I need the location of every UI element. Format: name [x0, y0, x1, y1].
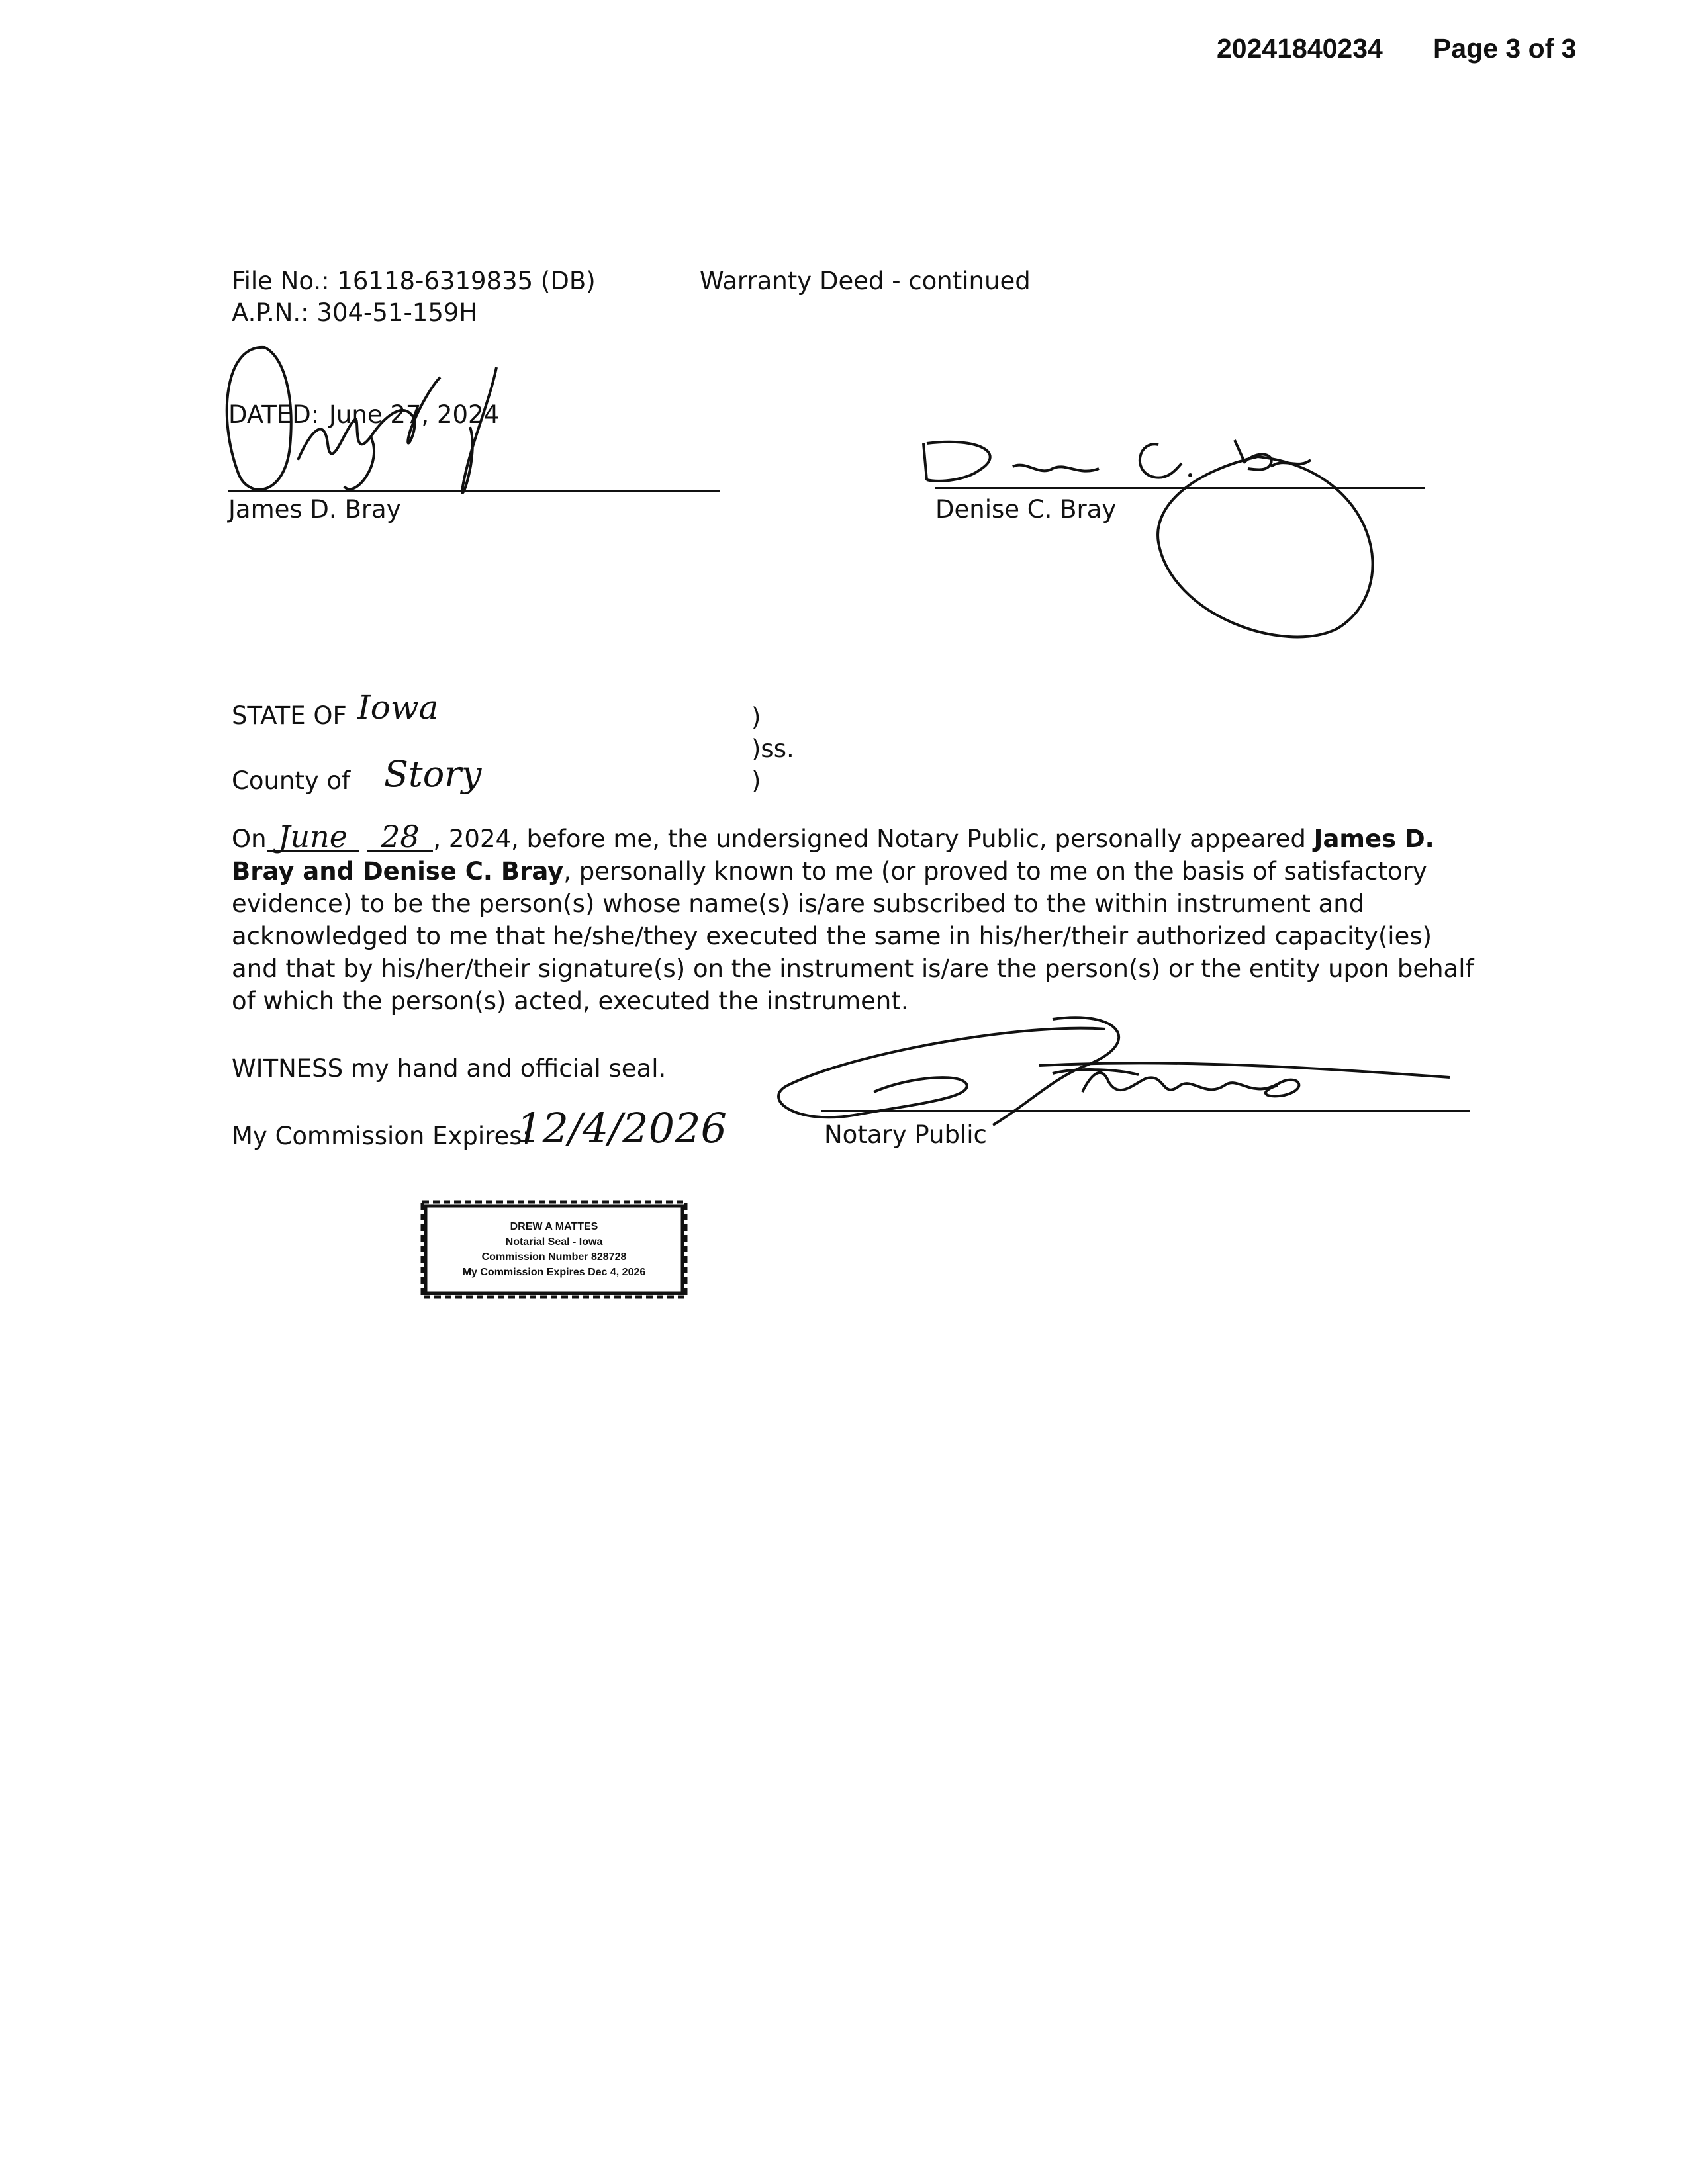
- document-title: Warranty Deed - continued: [700, 267, 1031, 295]
- state-label: STATE OF: [232, 702, 347, 730]
- ack-on: On: [232, 825, 267, 853]
- document-number: 20241840234: [1217, 33, 1383, 64]
- seal-line-expiry: My Commission Expires Dec 4, 2026: [462, 1267, 646, 1278]
- signature-notary-drawing: [774, 1006, 1456, 1152]
- commission-label: My Commission Expires:: [232, 1122, 531, 1150]
- ack-year-text: , 2024, before me, the undersigned Notary Public, personally appeared: [433, 825, 1306, 853]
- signature-james-drawing: [212, 331, 503, 516]
- file-number: File No.: 16118-6319835 (DB): [232, 267, 596, 295]
- witness-statement: WITNESS my hand and official seal.: [232, 1054, 667, 1083]
- acknowledgment-paragraph: [232, 819, 1483, 1017]
- notarial-seal-stamp: [422, 1199, 686, 1300]
- dated-value: June 27, 2024: [329, 400, 500, 429]
- seal-line-state: Notarial Seal - Iowa: [505, 1236, 603, 1248]
- venue-paren-top: ): [751, 703, 761, 731]
- ack-day: 28: [367, 823, 433, 852]
- signature-denise-drawing: [914, 430, 1417, 655]
- apn-number: A.P.N.: 304-51-159H: [232, 298, 478, 327]
- dated-label: DATED:: [228, 400, 320, 429]
- ack-body: , personally known to me (or proved to me on the basis of satisfactory evidence) to be the person(s) whose name(s) is/are subscribed to the within instrument and acknowledged to me that he/she/they executed the same in his/her/their authorized capacity(ies) and that by his/her/their signature(s) on the instrument is/are the person(s) or the entity upon behalf of which the person(s) acted, executed the instrument.: [232, 857, 1474, 1015]
- notary-public-label: Notary Public: [824, 1120, 987, 1149]
- commission-value: 12/4/2026: [516, 1104, 727, 1152]
- state-value: Iowa: [357, 688, 439, 727]
- county-label: County of: [232, 766, 351, 795]
- ack-month: June: [267, 823, 359, 852]
- county-value: Story: [384, 753, 482, 795]
- ack-names: James D. Bray and Denise C. Bray: [232, 825, 1434, 886]
- venue-ss: )ss.: [751, 735, 794, 763]
- seal-text: [422, 1219, 686, 1280]
- signer-name-denise: Denise C. Bray: [935, 495, 1117, 523]
- signer-name-james: James D. Bray: [228, 495, 401, 523]
- venue-paren-bottom: ): [751, 766, 761, 795]
- seal-line-name: DREW A MATTES: [510, 1221, 598, 1232]
- seal-line-commission: Commission Number 828728: [481, 1251, 627, 1263]
- page-label: Page 3 of 3: [1433, 33, 1577, 64]
